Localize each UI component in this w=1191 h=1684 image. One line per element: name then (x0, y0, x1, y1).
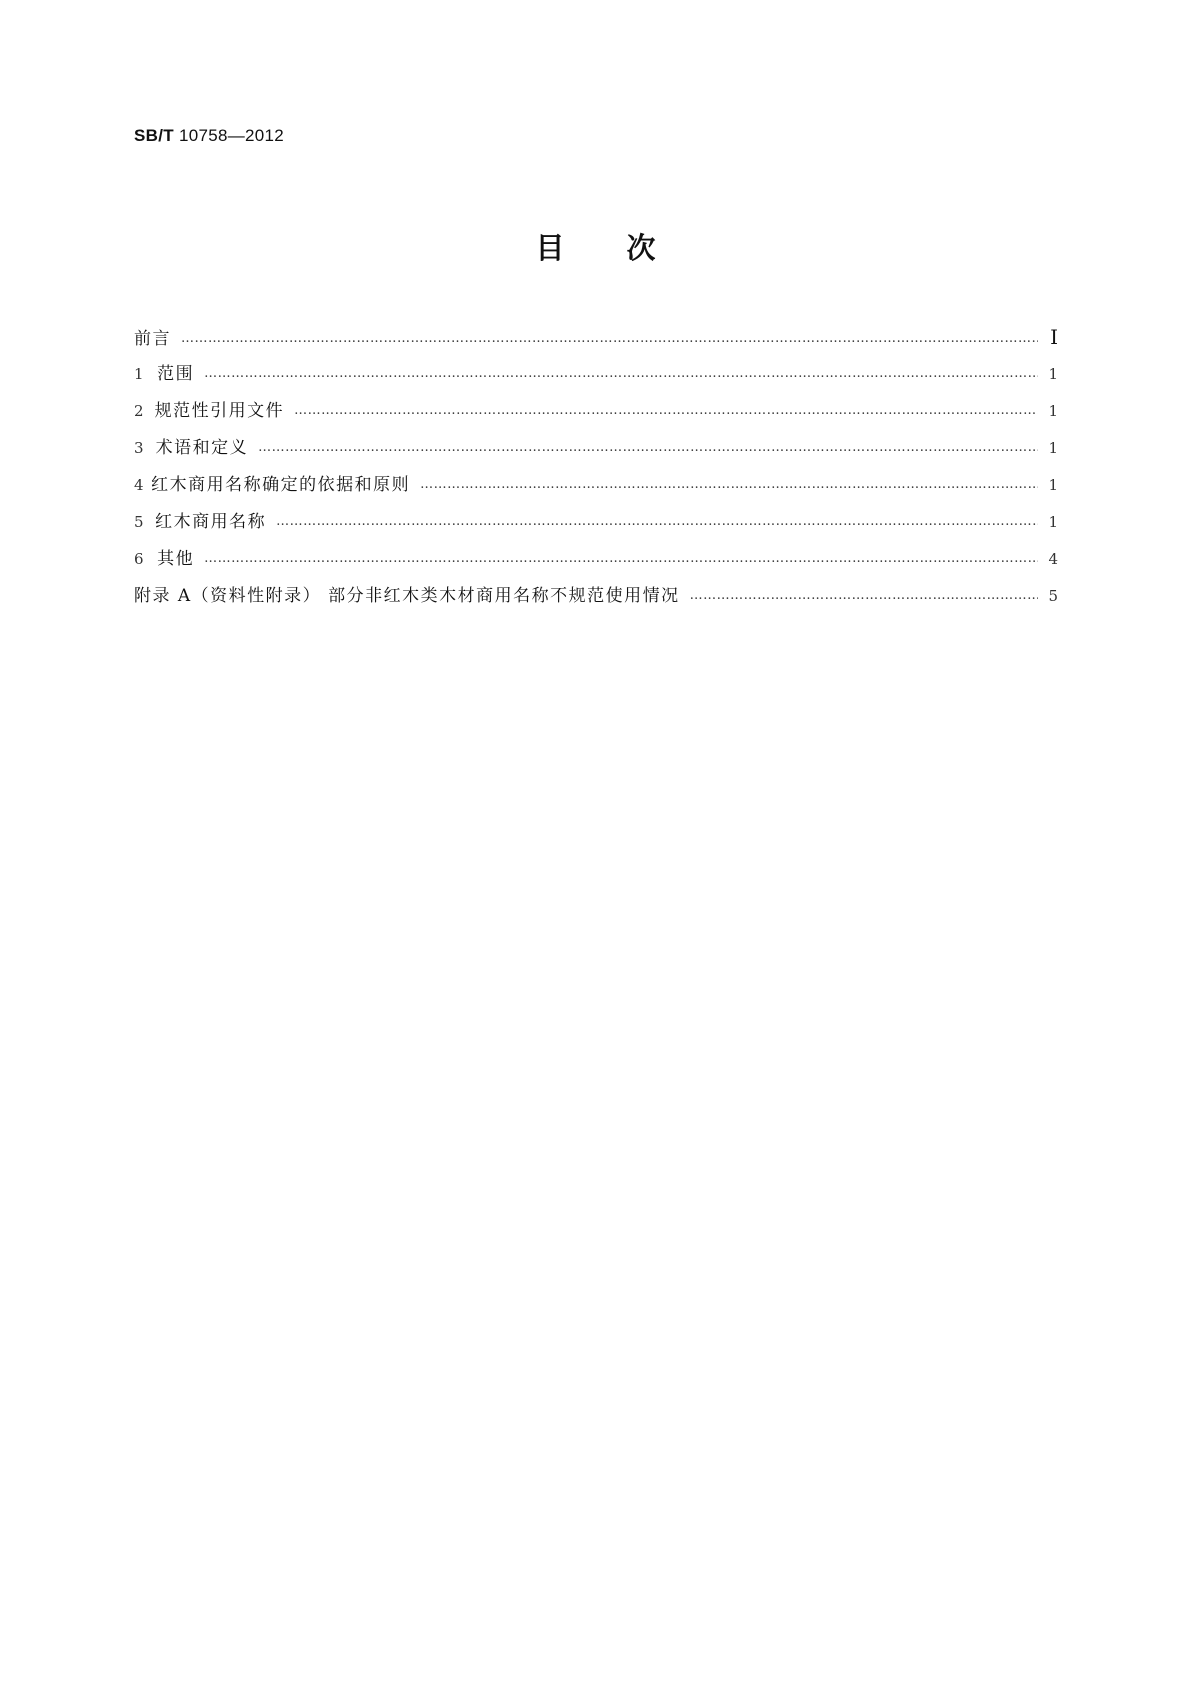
toc-entry-foreword[interactable] (134, 325, 1058, 362)
toc-entry-number: 3 (134, 439, 144, 457)
toc-page-number: 5 (1048, 587, 1058, 605)
toc-entry-normative-references[interactable] (134, 399, 1058, 436)
toc-entry-number: 5 (134, 513, 144, 531)
toc-page-number: 1 (1048, 439, 1058, 457)
toc-dot-leader (276, 510, 1038, 534)
toc-entry-number: 2 (134, 402, 144, 420)
toc-entry-label: 前言 (134, 329, 171, 349)
toc-dot-leader (690, 584, 1038, 608)
standard-number: 10758—2012 (178, 126, 285, 145)
toc-dot-leader (420, 473, 1038, 497)
toc-dot-leader (204, 547, 1038, 571)
toc-entry-label: 附录 A（资料性附录） 部分非红木类木材商用名称不规范使用情况 (134, 586, 680, 606)
table-of-contents (134, 325, 1058, 621)
toc-page-number: 1 (1048, 365, 1058, 383)
document-code (134, 126, 284, 146)
toc-page-number: 1 (1048, 476, 1058, 494)
toc-entry-scope[interactable] (134, 362, 1058, 399)
toc-entry-label: 范围 (157, 364, 195, 384)
toc-page-number: 1 (1048, 402, 1058, 420)
toc-entry-label: 红木商用名称 (155, 512, 267, 532)
toc-entry-label: 术语和定义 (155, 438, 249, 458)
toc-entry-commercial-names[interactable] (134, 510, 1058, 547)
toc-entry-appendix-a[interactable] (134, 584, 1058, 621)
toc-entry-number: 6 (134, 550, 144, 568)
toc-page-number: 1 (1048, 513, 1058, 531)
toc-dot-leader (204, 362, 1038, 386)
toc-entry-other[interactable] (134, 547, 1058, 584)
toc-dot-leader (294, 399, 1038, 423)
toc-entry-number: 4 (134, 476, 144, 494)
toc-page-number: Ⅰ (1050, 325, 1058, 349)
toc-dot-leader (258, 436, 1038, 460)
toc-entry-number: 1 (134, 365, 144, 383)
toc-title: 目次 (535, 231, 718, 265)
toc-dot-leader (181, 327, 1038, 351)
toc-entry-label: 规范性引用文件 (154, 401, 285, 421)
toc-entry-label: 红木商用名称确定的依据和原则 (151, 475, 411, 495)
toc-page-number: 4 (1048, 550, 1058, 568)
toc-entry-naming-principles[interactable] (134, 473, 1058, 510)
toc-entry-label: 其他 (157, 549, 195, 569)
standard-prefix: SB/T (134, 126, 174, 145)
toc-entry-terms-definitions[interactable] (134, 436, 1058, 473)
